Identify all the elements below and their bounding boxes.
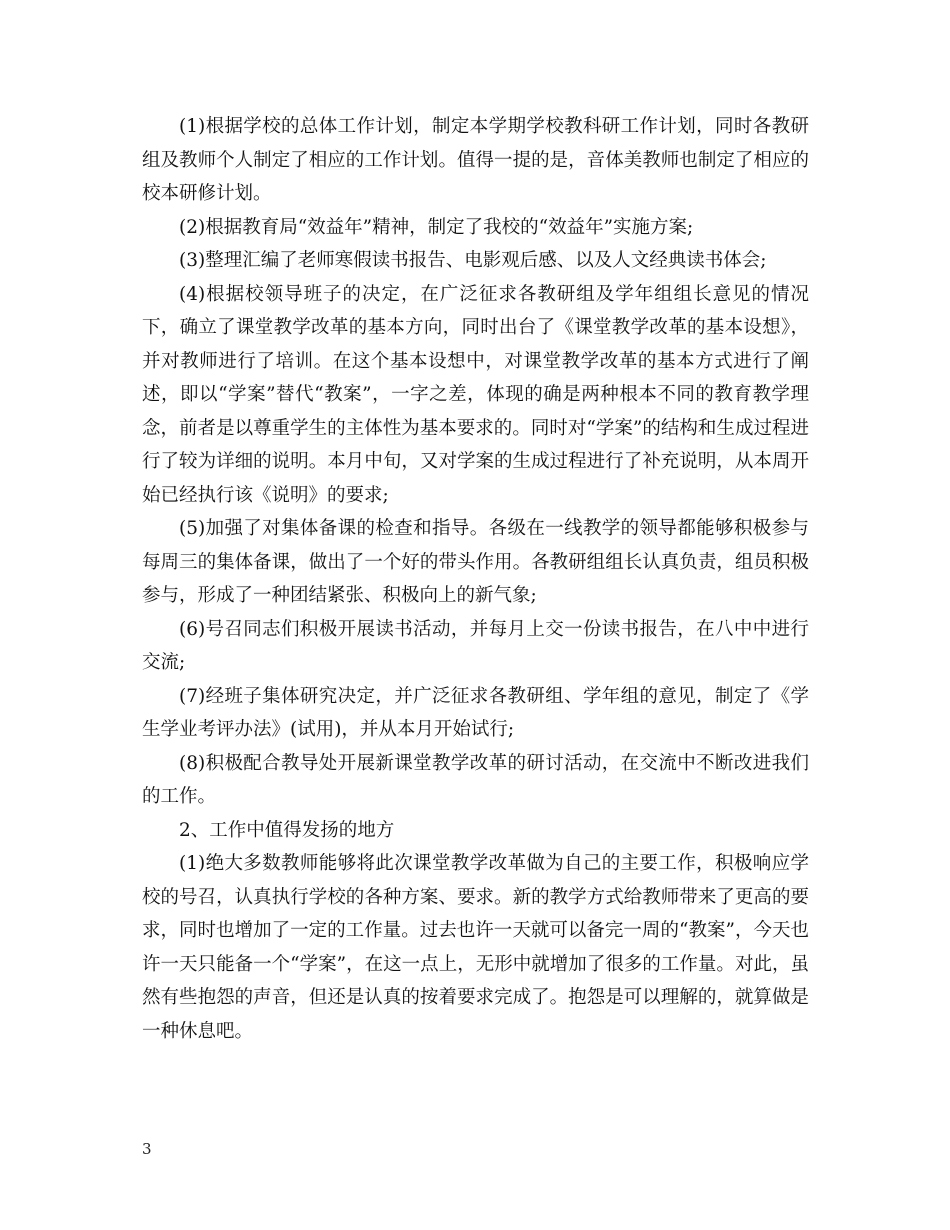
paragraph-6: (6)号召同志们积极开展读书活动，并每月上交一份读书报告，在八中中进行交流; xyxy=(142,618,809,673)
paragraph-3: (3)整理汇编了老师寒假读书报告、电影观后感、以及人文经典读书体会; xyxy=(179,250,767,271)
document-body xyxy=(142,110,809,1048)
paragraph-2: (2)根据教育局“效益年”精神，制定了我校的“效益年”实施方案; xyxy=(179,216,694,238)
paragraph-9: (1)绝大多数教师能够将此次课堂教学改革做为自己的主要工作，积极响应学校的号召，认真执行学校的各种方案、要求。新的教学方式给教师带来了更高的要求，同时也增加了一定的工作量。过去也许一天就可以备完一周的“教案”，今天也许一天只能备一个“学案”，在这一点上，无形中就增加了很多的工作量。对此，虽然有些抱怨的声音，但还是认真的按着要求完成了。抱怨是可以理解的，就算做是一种休息吧。 xyxy=(142,853,809,1042)
paragraph-1: (1)根据学校的总体工作计划，制定本学期学校教科研工作计划，同时各教研组及教师个人制定了相应的工作计划。值得一提的是，音体美教师也制定了相应的校本研修计划。 xyxy=(142,116,809,204)
section-heading: 2、工作中值得发扬的地方 xyxy=(179,819,395,841)
paragraph-8: (8)积极配合教导处开展新课堂教学改革的研讨活动，在交流中不断改进我们的工作。 xyxy=(142,752,809,807)
page-number: 3 xyxy=(142,1140,152,1158)
paragraph-5: (5)加强了对集体备课的检查和指导。各级在一线教学的领导都能够积极参与每周三的集体备课，做出了一个好的带头作用。各教研组组长认真负责，组员积极参与，形成了一种团结紧张、积极向上的新气象; xyxy=(142,518,809,606)
paragraph-7: (7)经班子集体研究决定，并广泛征求各教研组、学年组的意见，制定了《学生学业考评办法》(试用)，并从本月开始试行; xyxy=(142,685,809,740)
paragraph-4: (4)根据校领导班子的决定，在广泛征求各教研组及学年组组长意见的情况下，确立了课堂教学改革的基本方向，同时出台了《课堂教学改革的基本设想》，并对教师进行了培训。在这个基本设想中，对课堂教学改革的基本方式进行了阐述，即以“学案”替代“教案”，一字之差，体现的确是两种根本不同的教育教学理念，前者是以尊重学生的主体性为基本要求的。同时对“学案”的结构和生成过程进行了较为详细的说明。本月中旬，又对学案的生成过程进行了补充说明，从本周开始已经执行该《说明》的要求; xyxy=(142,283,809,506)
